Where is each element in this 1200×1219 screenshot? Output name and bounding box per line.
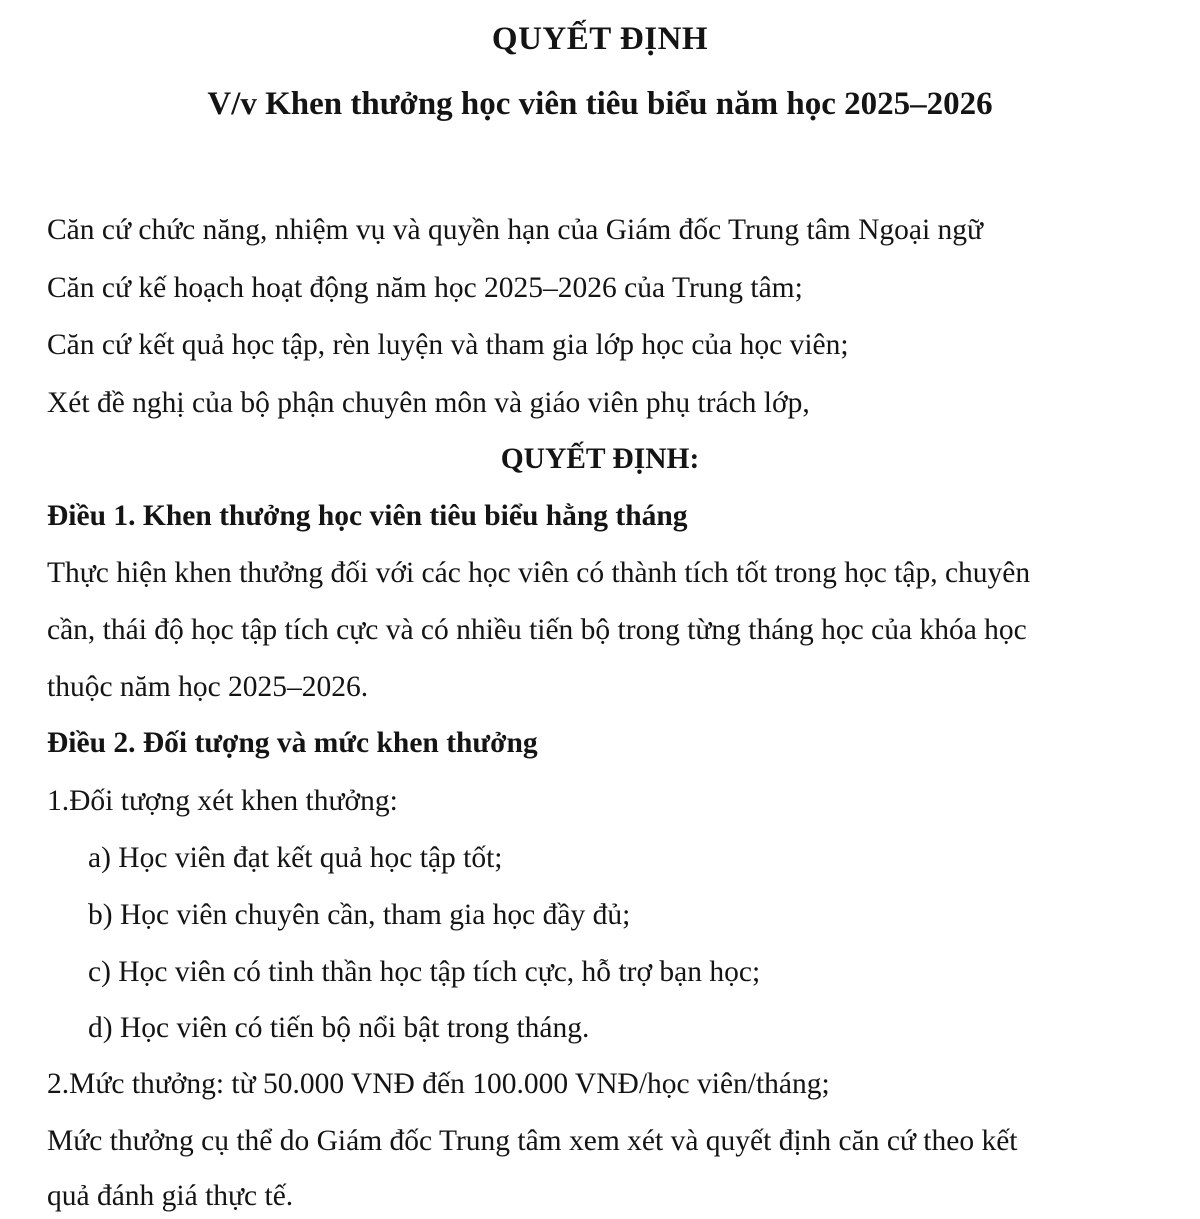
- list-item: c) Học viên có tinh thần học tập tích cực, hỗ trợ bạn học;: [88, 956, 761, 988]
- preamble-line: Căn cứ kế hoạch hoạt động năm học 2025–2026 của Trung tâm;: [47, 272, 803, 304]
- preamble-line: Căn cứ chức năng, nhiệm vụ và quyền hạn của Giám đốc Trung tâm Ngoại ngữ: [47, 214, 984, 246]
- article2-subject-heading: 1.Đối tượng xét khen thưởng:: [47, 785, 398, 817]
- list-item: d) Học viên có tiến bộ nổi bật trong tháng.: [88, 1012, 590, 1044]
- article2-heading: Điều 2. Đối tượng và mức khen thưởng: [47, 727, 538, 759]
- article1-line: Thực hiện khen thưởng đối với các học viên có thành tích tốt trong học tập, chuyên: [47, 557, 1031, 589]
- document-title: QUYẾT ĐỊNH: [491, 21, 709, 57]
- preamble-line: Xét đề nghị của bộ phận chuyên môn và giáo viên phụ trách lớp,: [47, 387, 810, 419]
- document-subtitle: V/v Khen thưởng học viên tiêu biểu năm học 2025–2026: [207, 86, 993, 122]
- list-item: a) Học viên đạt kết quả học tập tốt;: [88, 842, 503, 874]
- article1-line: thuộc năm học 2025–2026.: [47, 671, 369, 703]
- reward-detail-line: quả đánh giá thực tế.: [47, 1180, 294, 1212]
- article1-heading: Điều 1. Khen thưởng học viên tiêu biểu hằng tháng: [47, 500, 688, 532]
- reward-detail-line: Mức thưởng cụ thể do Giám đốc Trung tâm xem xét và quyết định căn cứ theo kết: [47, 1125, 1018, 1157]
- reward-line: 2.Mức thưởng: từ 50.000 VNĐ đến 100.000 VNĐ/học viên/tháng;: [47, 1068, 830, 1100]
- decision-heading: QUYẾT ĐỊNH:: [500, 443, 700, 475]
- preamble-line: Căn cứ kết quả học tập, rèn luyện và tham gia lớp học của học viên;: [47, 329, 849, 361]
- article1-line: cần, thái độ học tập tích cực và có nhiều tiến bộ trong từng tháng học của khóa học: [47, 614, 1027, 646]
- list-item: b) Học viên chuyên cần, tham gia học đầy đủ;: [88, 899, 631, 931]
